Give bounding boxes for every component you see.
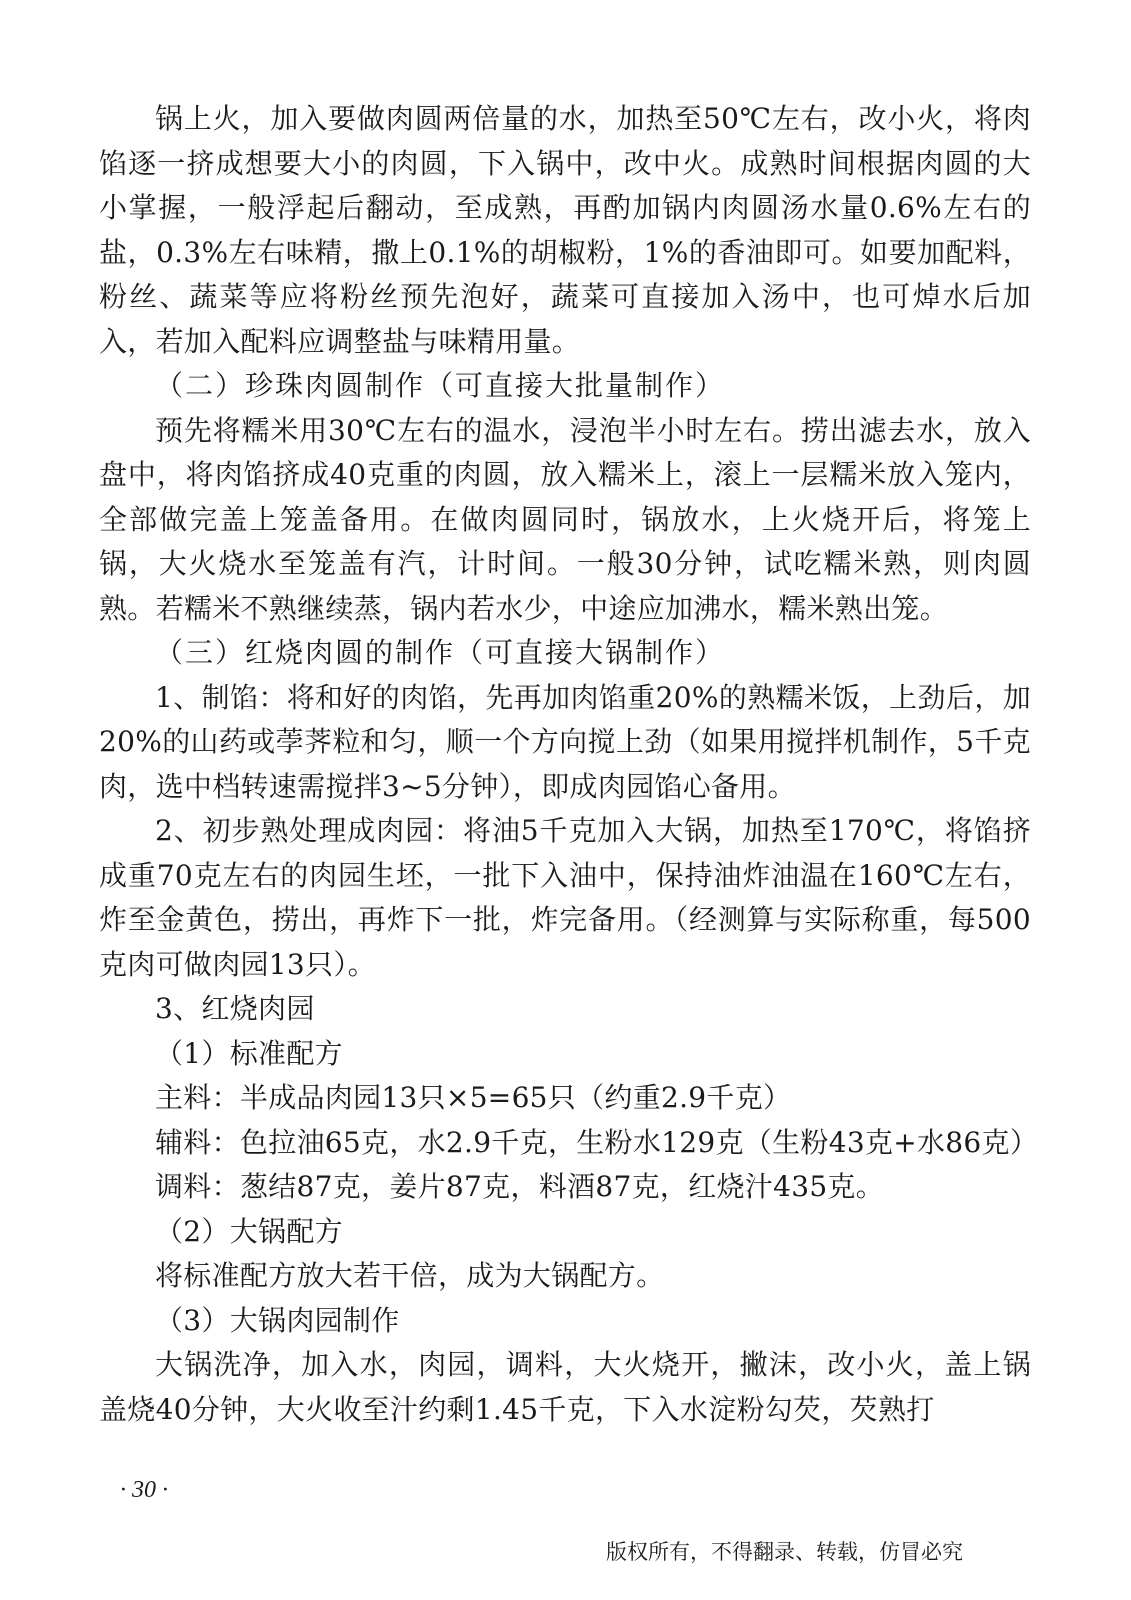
paragraph-meatball-boiling: 锅上火，加入要做肉圆两倍量的水，加热至50℃左右，改小火，将肉馅逐一挤成想要大小的肉圆，下入锅中，改中火。成熟时间根据肉圆的大小掌握，一般浮起后翻动，至成熟，再酌加锅内肉圆汤水量0.6%左右的盐，0.3%左右味精，撒上0.1%的胡椒粉，1%的香油即可。如要加配料，粉丝、蔬菜等应将粉丝预先泡好，蔬菜可直接加入汤中，也可焯水后加入，若加入配料应调整盐与味精用量。 — [99, 102, 1031, 358]
paragraph-main-ingredients: 主料：半成品肉园13只×5=65只（约重2.9千克） — [155, 1081, 792, 1114]
section-heading-braised-meatball: （三）红烧肉圆的制作（可直接大锅制作） — [155, 636, 726, 669]
paragraph-pearl-meatball: 预先将糯米用30℃左右的温水，浸泡半小时左右。捞出滤去水，放入盘中，将肉馅挤成40克重的肉圆，放入糯米上，滚上一层糯米放入笼内，全部做完盖上笼盖备用。在做肉圆同时，锅放水，上火烧开后，将笼上锅，大火烧水至笼盖有汽，计时间。一般30分钟，试吃糯米熟，则肉圆熟。若糯米不熟继续蒸，锅内若水少，中途应加沸水，糯米熟出笼。 — [99, 413, 1031, 625]
paragraph-large-pot-production: 大锅洗净，加入水，肉园，调料，大火烧开，撇沫，改小火，盖上锅盖烧40分钟，大火收至汁约剩1.45千克，下入水淀粉勾芡，芡熟打 — [99, 1348, 1031, 1426]
subheading-braised: 3、红烧肉园 — [155, 992, 315, 1025]
paragraph-scale-recipe: 将标准配方放大若干倍，成为大锅配方。 — [155, 1259, 665, 1292]
section-heading-pearl-meatball: （二）珍珠肉圆制作（可直接大批量制作） — [155, 369, 726, 402]
page-number: · 30 · — [120, 1477, 168, 1503]
paragraph-filling: 1、制馅：将和好的肉馅，先再加肉馅重20%的熟糯米饭，上劲后，加20%的山药或荸荠粒和匀，顺一个方向搅上劲（如果用搅拌机制作，5千克肉，选中档转速需搅拌3~5分钟），即成肉园馅心备用。 — [99, 680, 1031, 803]
subheading-standard-recipe: （1）标准配方 — [155, 1036, 343, 1070]
paragraph-auxiliary-ingredients: 辅料：色拉油65克，水2.9千克，生粉水129克（生粉43克+水86克） — [155, 1125, 1039, 1159]
subheading-large-pot-production: （3）大锅肉园制作 — [155, 1303, 400, 1337]
subheading-large-pot-recipe: （2）大锅配方 — [155, 1214, 343, 1248]
paragraph-frying: 2、初步熟处理成肉园：将油5千克加入大锅，加热至170℃，将馅挤成重70克左右的肉园生坯，一批下入油中，保持油炸油温在160℃左右，炸至金黄色，捞出，再炸下一批，炸完备用。（经测算与实际称重，每500克肉可做肉园13只）。 — [99, 814, 1031, 981]
copyright-notice: 版权所有，不得翻录、转载，仿冒必究 — [606, 1540, 963, 1564]
body-text — [99, 97, 1039, 1432]
paragraph-seasonings: 调料：葱结87克，姜片87克，料酒87克，红烧汁435克。 — [155, 1170, 885, 1203]
